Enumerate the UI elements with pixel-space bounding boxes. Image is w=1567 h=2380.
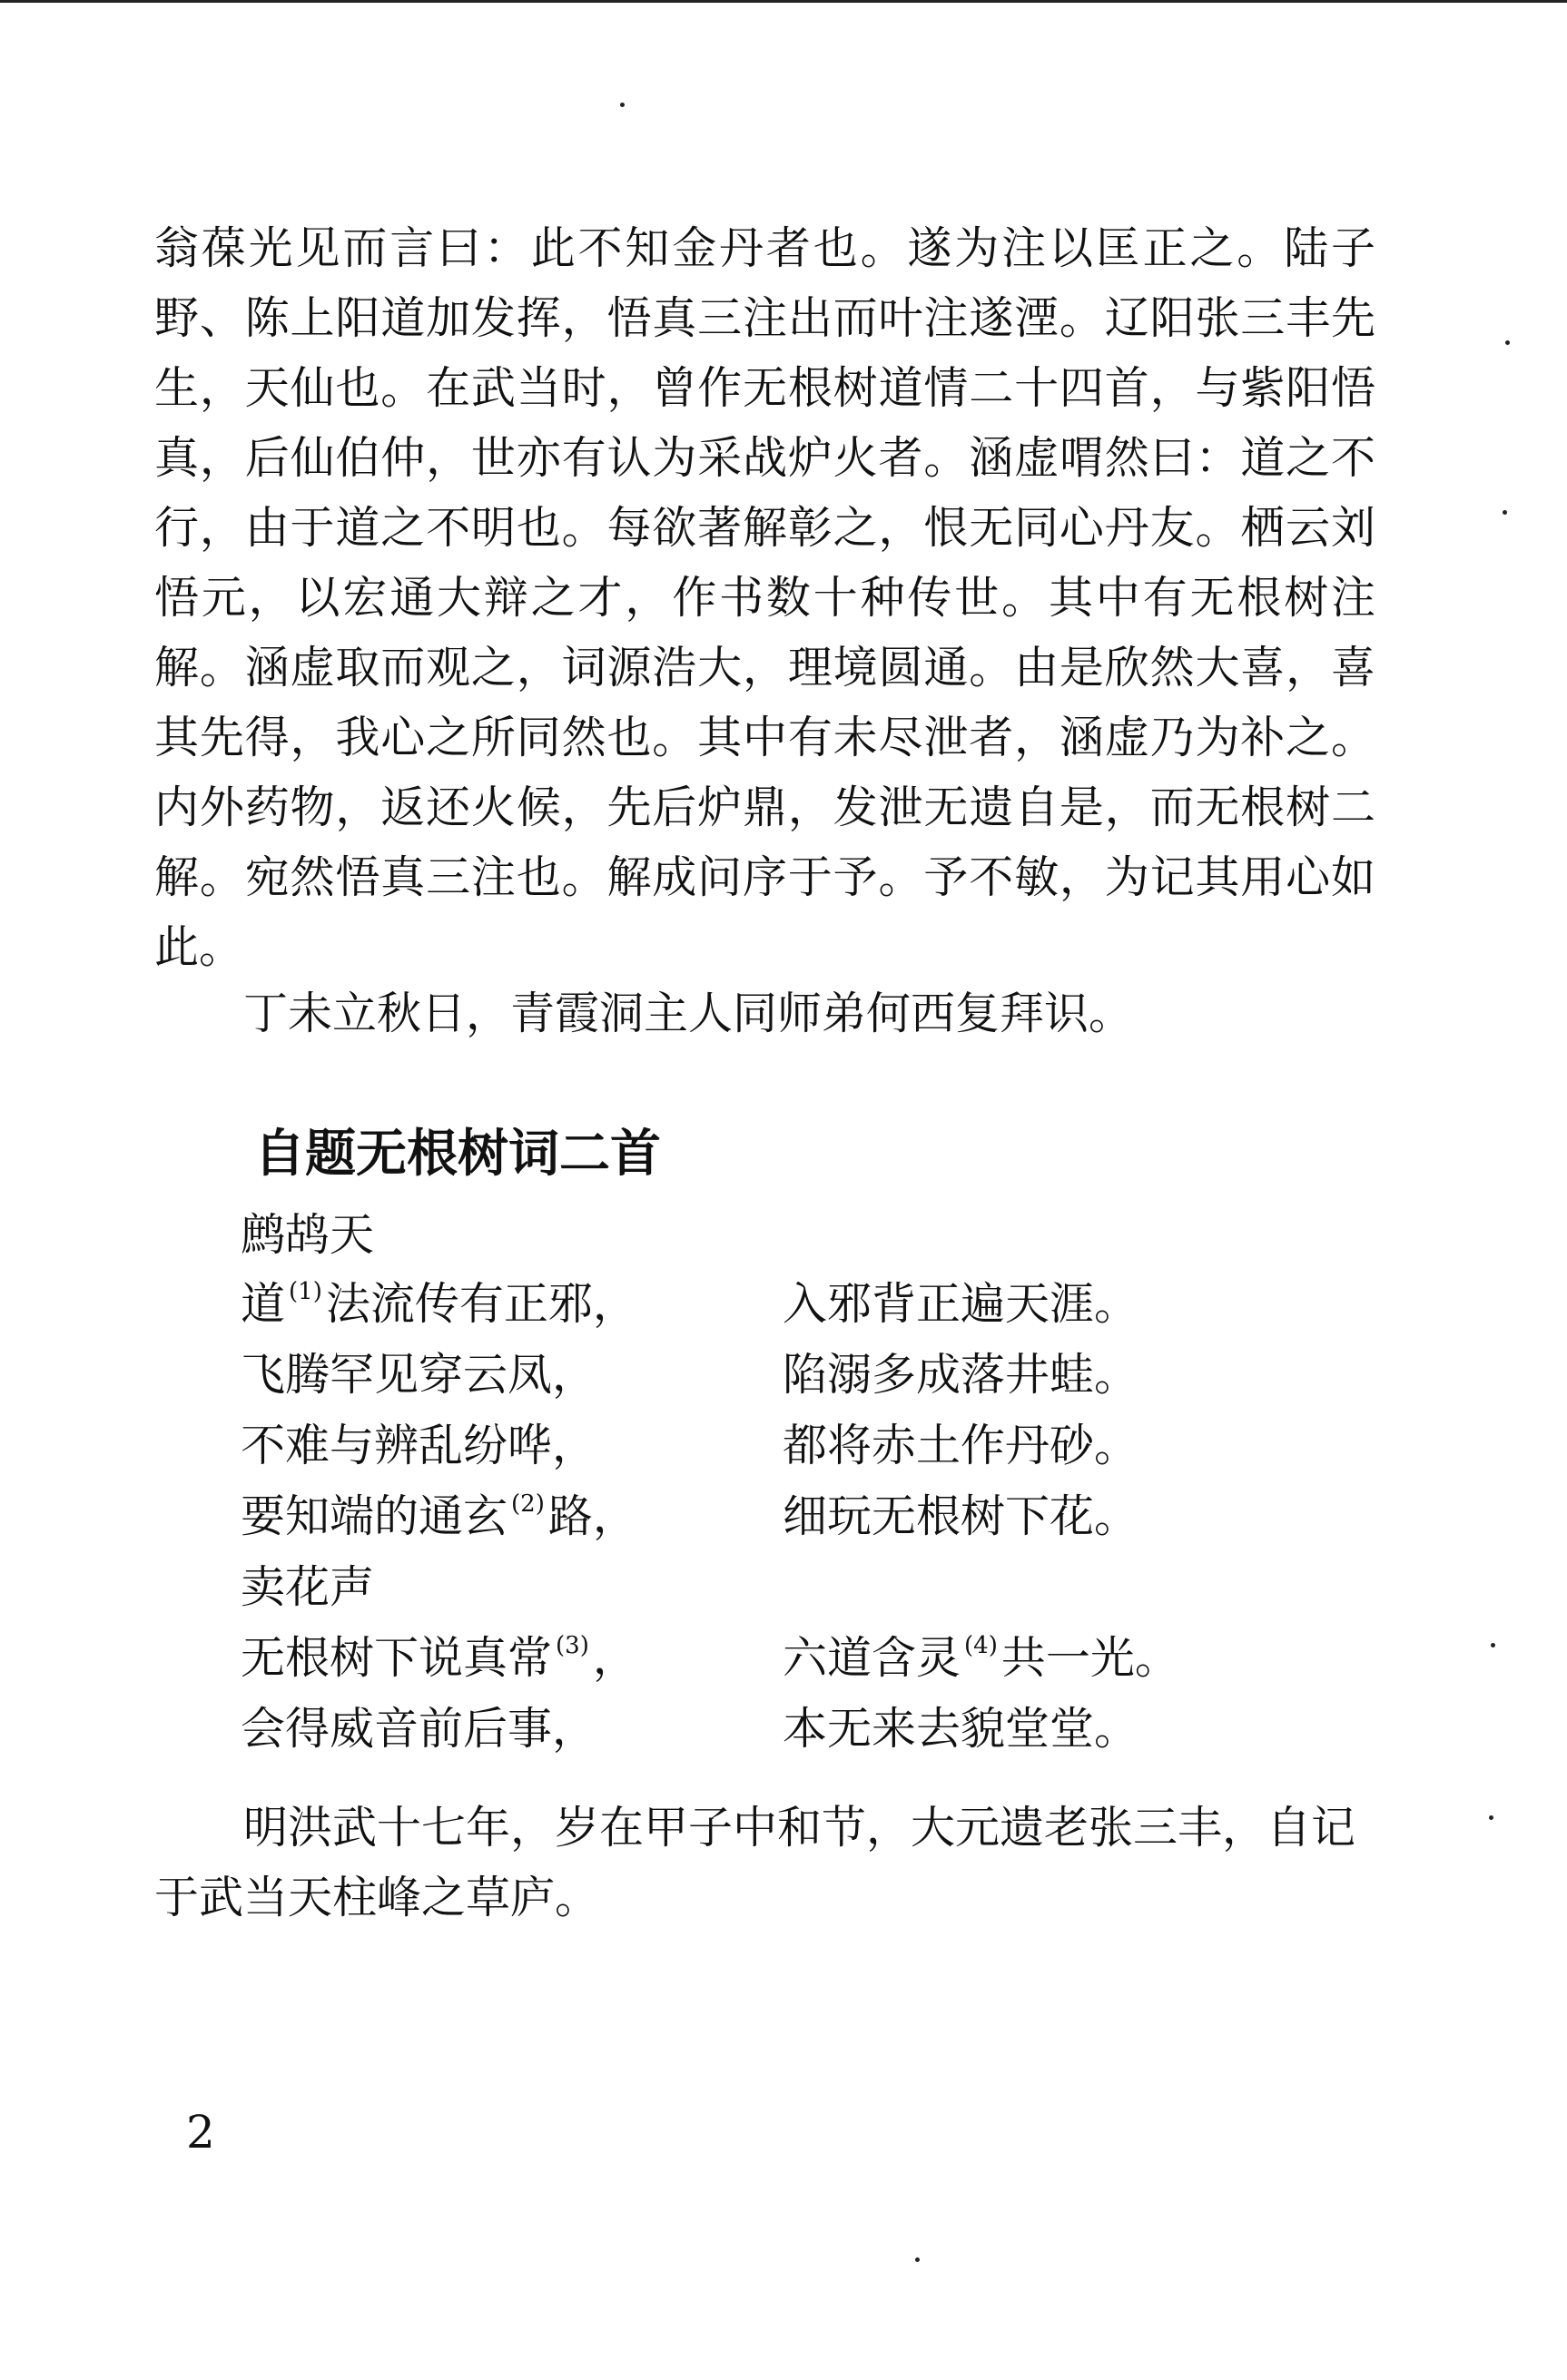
body-line: 翁葆光见而言曰：此不知金丹者也。遂为注以匡正之。陆子 (154, 222, 1375, 274)
verse-text: 法流传有正邪， (325, 1278, 637, 1330)
verse-right: 陷溺多成落井蛙。 (783, 1349, 1139, 1401)
body-line: 行，由于道之不明也。每欲著解彰之，恨无同心丹友。栖云刘 (154, 502, 1375, 554)
poem-title: 自题无根树词二首 (254, 1125, 661, 1184)
body-line: 真，后仙伯仲，世亦有认为采战炉火者。涵虚喟然曰：道之不 (154, 432, 1375, 484)
colophon-signature: 丁未立秋日，青霞洞主人同师弟何西复拜识。 (243, 988, 1134, 1039)
verse-text: 要知端的通玄 (241, 1490, 508, 1542)
footnote-marker: (3) (556, 1632, 589, 1659)
verse-right: 本无来去貌堂堂。 (783, 1703, 1139, 1755)
verse-right: 入邪背正遍天涯。 (783, 1278, 1139, 1330)
body-line: 此。 (154, 921, 244, 973)
verse-right: 细玩无根树下花。 (783, 1490, 1139, 1542)
scan-speck (915, 2257, 920, 2262)
verse-left (241, 1623, 637, 1687)
verse-left: 不难与辨乱纷哗， (241, 1420, 597, 1471)
body-line: 其先得，我心之所同然也。其中有未尽泄者，涵虚乃为补之。 (154, 712, 1375, 763)
verse-text: ， (592, 1632, 637, 1684)
body-line: 野、陈上阳道加发挥，悟真三注出而叶注遂湮。辽阳张三丰先 (154, 292, 1375, 344)
scan-speck (1503, 510, 1507, 515)
body-paragraph (154, 213, 1375, 982)
body-line: 解。涵虚取而观之，词源浩大，理境圆通。由是欣然大喜，喜 (154, 642, 1375, 693)
verse-right: 都将赤土作丹砂。 (783, 1420, 1139, 1471)
author-colophon: 明洪武十七年，岁在甲子中和节，大元遗老张三丰，自记于武当天柱峰之草庐。 (154, 1802, 1356, 1923)
tune-title-2: 卖花声 (241, 1561, 375, 1613)
verse-left: 飞腾罕见穿云凤， (241, 1349, 597, 1401)
footnote-marker: (2) (511, 1490, 545, 1518)
verse-text: 无根树下说真常 (241, 1632, 553, 1684)
body-line: 解。宛然悟真三注也。解成问序于予。予不敏，为记其用心如 (154, 851, 1375, 903)
verse-left (241, 1481, 637, 1545)
page-number: 2 (186, 2106, 215, 2159)
footnote-marker: (1) (289, 1278, 322, 1305)
body-line: 内外药物，返还火候，先后炉鼎，发泄无遗自是，而无根树二 (154, 782, 1375, 833)
verse-text: 道 (241, 1278, 286, 1330)
top-rule (0, 0, 1567, 3)
tune-title-1: 鹧鸪天 (241, 1209, 375, 1261)
verse-left (241, 1269, 637, 1333)
verse-right (783, 1623, 1179, 1687)
body-line: 生，天仙也。在武当时，曾作无根树道情二十四首，与紫阳悟 (154, 362, 1375, 414)
scan-speck (1491, 1643, 1495, 1647)
scan-speck (1489, 1815, 1493, 1820)
verse-text: 六道含灵 (783, 1632, 961, 1684)
verse-text: 路， (547, 1490, 637, 1542)
body-line: 悟元，以宏通大辩之才，作书数十种传世。其中有无根树注 (154, 572, 1375, 624)
verse-text: 共一光。 (1000, 1632, 1179, 1684)
scan-speck (620, 103, 625, 107)
verse-left: 会得威音前后事， (241, 1703, 597, 1755)
footnote-marker: (4) (964, 1632, 998, 1659)
scan-speck (1505, 340, 1510, 345)
